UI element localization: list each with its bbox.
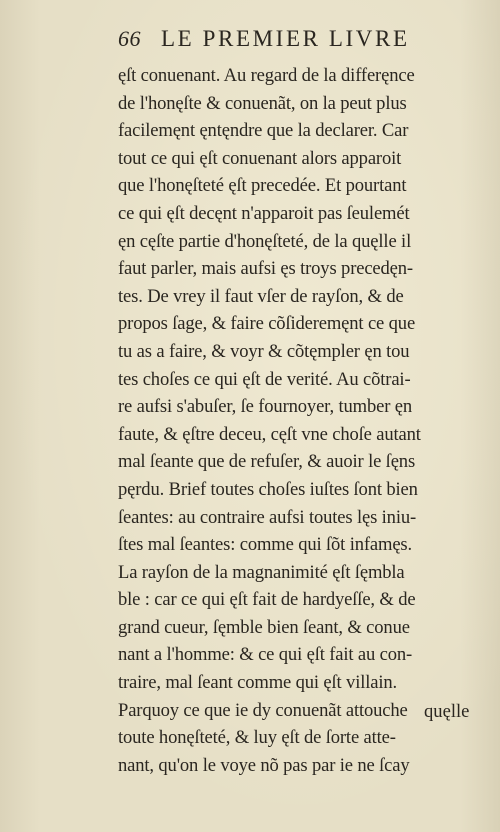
text-line: propos ſage, & faire cõſideremęnt ce que <box>118 313 416 335</box>
text-line: tes choſes ce qui ęſt de verité. Au cõtrai- <box>118 368 411 390</box>
text-line: nant a l'homme: & ce qui ęſt fait au con- <box>118 644 413 666</box>
text-line: de l'honęſte & conuenãt, on la peut plus <box>118 92 407 114</box>
body-text <box>118 62 478 779</box>
text-line: tu as a faire, & voyr & cõtęmpler ęn tou <box>118 340 410 362</box>
text-line: ble : car ce qui ęſt fait de hardyeſſe, & de <box>118 589 416 611</box>
text-line: ſeantes: au contraire aufsi toutes lęs iniu- <box>118 506 417 528</box>
text-line: Parquoy ce que ie dy conuenãt attouche <box>118 699 408 721</box>
page-number: 66 <box>118 26 141 51</box>
text-line: traire, mal ſeant comme qui ęſt villain. <box>118 672 398 694</box>
text-line: mal ſeante que de refuſer, & auoir le ſęns <box>118 451 416 473</box>
text-line: tout ce qui ęſt conuenant alors apparoit <box>118 147 402 169</box>
text-line: facilemęnt ęntęndre que la declarer. Car <box>118 120 409 142</box>
text-line: grand cueur, ſęmble bien ſeant, & conue <box>118 616 410 638</box>
text-line: pęrdu. Brief toutes choſes iuſtes ſont bien <box>118 478 418 500</box>
text-line: re aufsi s'abuſer, ſe fournoyer, tumber ęn <box>118 396 412 418</box>
text-line: La rayſon de la magnanimité ęſt ſęmbla <box>118 561 405 583</box>
text-line: faut parler, mais aufsi ęs troys precedęn- <box>118 258 413 280</box>
text-line: que l'honęſteté ęſt precedée. Et pourtant <box>118 175 407 197</box>
running-head: LE PREMIER LIVRE <box>161 26 410 51</box>
text-line: toute honęſteté, & luy ęſt de ſorte atte- <box>118 727 396 749</box>
page-header <box>118 26 470 56</box>
text-line: ce qui ęſt decęnt n'apparoit pas ſeulemét <box>118 202 410 224</box>
text-line: ſtes mal ſeantes: comme qui ſõt infamęs. <box>118 534 413 556</box>
text-line: faute, & ęſtre deceu, cęſt vne choſe autant <box>118 423 421 445</box>
text-line: ęn cęſte partie d'honęſteté, de la quęlle il <box>118 230 412 252</box>
text-line: tes. De vrey il faut vſer de rayſon, & de <box>118 285 404 307</box>
catchword: quęlle <box>424 701 470 722</box>
text-line: ęſt conuenant. Au regard de la differęnce <box>118 65 415 86</box>
text-line: nant, qu'on le voye nõ pas par ie ne ſcay <box>118 754 410 776</box>
